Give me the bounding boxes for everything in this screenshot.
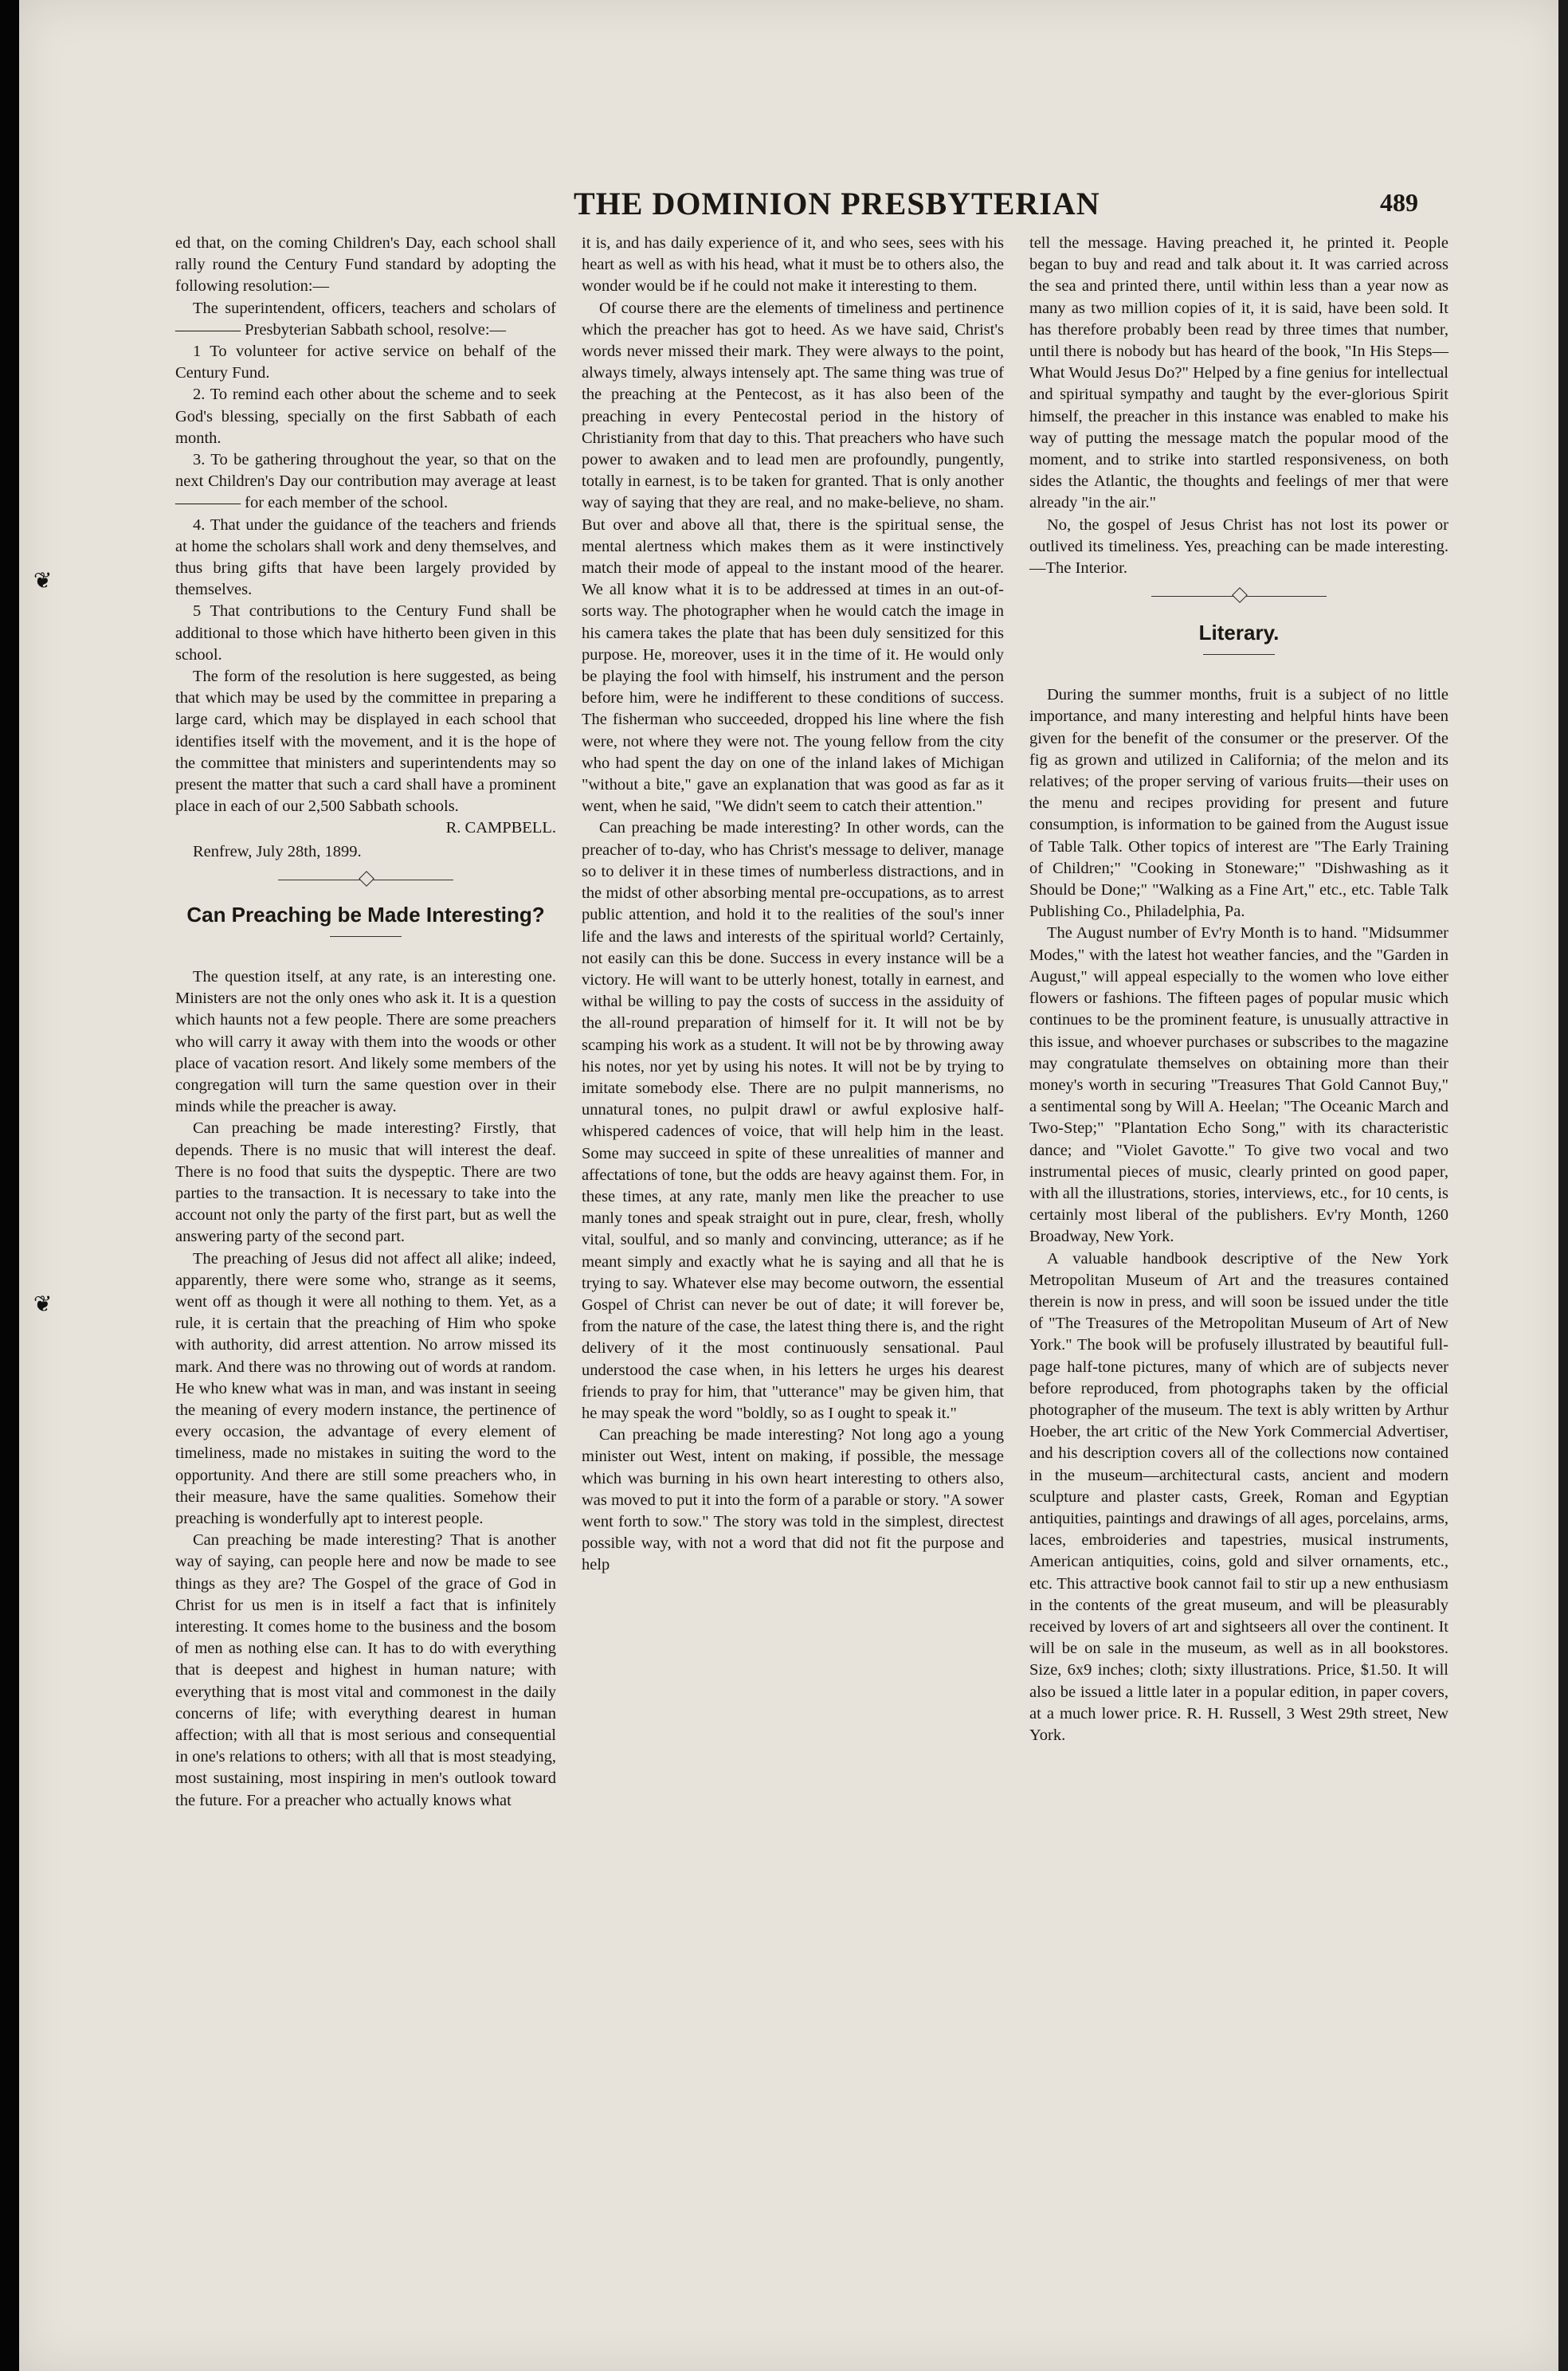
heading-rule	[1203, 651, 1275, 668]
paragraph: During the summer months, fruit is a subject of no little importance, and many interesting and helpful hints have been given for the benefit of the consumer or the preserver. Of the fig as grown and utilized in California; of the melon and its relatives; of the proper serving of various fruits—their uses on the menu and recipes providing for present and future consumption, is information to be gained from the August issue of Table Talk. Other topics of interest are "The Early Training of Children;" "Cooking in Stoneware;" "Dishwashing as it Should be Done;" "Walking as a Fine Art," etc., etc. Table Talk Publishing Co., Philadelphia, Pa.	[1029, 686, 1448, 921]
section-divider	[278, 871, 453, 888]
scan-left-edge	[0, 0, 19, 2371]
margin-ornament-icon: ❦	[33, 567, 53, 594]
article-heading: Can Preaching be Made Interesting?	[186, 902, 545, 927]
signature-line	[175, 817, 556, 839]
scan-right-edge	[1558, 0, 1568, 2371]
paragraph: No, the gospel of Jesus Christ has not lost its power or outlived its timeliness. Yes, preaching can be made interesting.—The Interior.	[1029, 515, 1448, 578]
heading-rule	[330, 933, 402, 950]
running-title: THE DOMINION PRESBYTERIAN	[574, 186, 1100, 221]
paragraph: Can preaching be made interesting? Firstly, that depends. There is no music that will interest the deaf. There is no food that suits the dyspeptic. There are two parties to the transaction. It is necessary to take into the account not only the party of the first part, but as well the answering party of the second part.	[175, 1119, 556, 1246]
section-divider	[1151, 587, 1327, 605]
paragraph: it is, and has daily experience of it, and who sees, sees with his heart as well as with his head, what it must be to others also, the wonder would be if he could not make it interesting to them.	[582, 234, 1004, 296]
paragraph: 1 To volunteer for active service on behalf of the Century Fund.	[175, 343, 556, 382]
paragraph: Can preaching be made interesting? That is another way of saying, can people here and now be made to see things as they are? The Gospel of the grace of God in Christ for us men is in itself a fact that is infinitely interesting. It comes home to the business and the bosom of men as nothing else can. It has to do with everything that is deepest and highest in human nature; with everything that is most vital and commonest in the daily concerns of life; with everything dearest in human affection; with all that is most serious and consequential in one's relations to others; with all that is most steadying, most sustaining, most inspiring in men's outlook toward the future. For a preacher who actually knows what	[175, 1531, 556, 1809]
paragraph: Can preaching be made interesting? Not long ago a young minister out West, intent on making, if possible, the message which was burning in his own heart interesting to others also, was moved to put it into the form of a parable or story. "A sower went forth to sow." The story was told in the simplest, directest possible way, with not a word that did not fit the purpose and help	[582, 1426, 1004, 1574]
margin-ornament-icon: ❦	[33, 1291, 53, 1317]
paragraph: 3. To be gathering throughout the year, so that on the next Children's Day our contribution may average at least ———— for each member of the school.	[175, 451, 556, 512]
paragraph: The preaching of Jesus did not affect all alike; indeed, apparently, there were some who, strange as it seems, went off as though it were all nothing to them. Yet, as a rule, it is certain that the preaching of Him who spoke with authority, did arrest attention. No arrow missed its mark. And there was no throwing out of words at random. He who knew what was in man, and was instant in seeing the meaning of every modern instance, the pertinence of every occasion, the advantage of every element of timeliness, made no mistakes in suiting the word to the opportunity. And there are still some preachers who, in their measure, have the same qualities. Somehow their preaching is wonderfully apt to interest people.	[175, 1249, 556, 1527]
paragraph: Of course there are the elements of timeliness and pertinence which the preacher has got to heed. As we have said, Christ's words never missed their mark. They were always to the point, always timely, always intensely apt. The same thing was true of the preaching at the Pentecost, as it has also been of the preaching in every Pentecostal period in the history of Christianity from that day to this. That preachers who have such power to awaken and to lead men are profoundly, pungently, totally in earnest, is to be taken for granted. That is only another way of saying that they are real, and no make-believe, no sham. But over and above all that, there is the spiritual sense, the mental alertness which makes them as it were instinctively match their mode of appeal to the instant mood of the hearer. We all know what it is to be addressed at times in an out-of-sorts way. The photographer when he would catch the image in his camera takes the plate that has been duly sensitized for this purpose. He, moreover, uses it in the time of it. He would only be playing the fool with himself, his instrument and the person before him, were he indifferent to these conditions of success. The fisherman who succeeded, dropped his line where the fish were, not where they were not. The young fellow from the city who had spent the day on one of the inland lakes of Michigan "without a bite," gave an explanation that was good as far as it went, when he said, "We didn't seem to catch their attention."	[582, 299, 1004, 816]
paragraph: The question itself, at any rate, is an interesting one. Ministers are not the only ones who ask it. It is a question which haunts not a few people. There are some preachers who will carry it away with them into the woods or other place of vacation resort. And likely some members of the congregation will turn the same question over in their minds while the preacher is away.	[175, 967, 556, 1116]
paragraph: ed that, on the coming Children's Day, each school shall rally round the Century Fund standard by adopting the following resolution:—	[175, 234, 556, 296]
section-heading: Literary.	[1198, 621, 1280, 645]
paragraph: The superintendent, officers, teachers and scholars of ———— Presbyterian Sabbath school, resolve:—	[175, 299, 556, 339]
column-2	[582, 233, 1004, 1577]
paragraph: 5 That contributions to the Century Fund shall be additional to those which have hitherto been given in this school.	[175, 602, 556, 664]
paragraph: tell the message. Having preached it, he printed it. People began to buy and read and talk about it. It was carried across the sea and printed there, until within less than a year now as many as two million copies of it, it is said, have been sold. It has therefore probably been read by three times that number, until there is nobody but has heard of the book, "In His Steps—What Would Jesus Do?" Helped by a fine genius for intellectual and spiritual sympathy and taught by the ever-glorious Spirit himself, the preacher in this instance was enabled to make his way of putting the message match the popular mood of the moment, and to strike into startled responsiveness, on both sides the Atlantic, the thoughts and feelings of mer that were already "in the air."	[1029, 234, 1448, 512]
paragraph: Can preaching be made interesting? In other words, can the preacher of to-day, who has Christ's message to deliver, manage so to deliver it in these times of numberless distractions, and in the midst of other absorbing mental pre-occupations, as to arrest public attention, and hold it to the realities of the soul's inner life and the laws and interests of the spiritual world? Certainly, not easily can this be done. Success in every instance will be a victory. He will want to be utterly honest, totally in earnest, and withal be willing to pay the costs of success in the assiduity of the all-round preparation of himself for it. It will not be by scamping his work as a student. It will not be by throwing away his notes, nor yet by using his notes. It will not be by trying to imitate somebody else. There are no pulpit mannerisms, no unnatural tones, no pulpit drawl or awful explosive half-whispered cadences of voice, that will help him in the least. Some may succeed in spite of these unrealities of manner and affectations of tone, but the odds are heavy against them. For, in these times, at any rate, manly men like the preacher to use manly tones and speak straight out in pure, clear, fresh, wholly vital, soulful, and so manly and convincing, utterance; as if he meant simply and exactly what he is saying and all that he is trying to say. Whatever else may become outworn, the essential Gospel of Christ can never be out of date; it will forever be, from the nature of the case, the latest thing there is, and the right delivery of it the most continuously sensational. Paul understood the case when, in his letters he urges his dearest friends to pray for him, that "utterance" may be given him, that he may speak the word "boldly, so as I ought to speak it."	[582, 819, 1004, 1422]
page-number: 489	[1380, 188, 1418, 217]
paragraph: A valuable handbook descriptive of the New York Metropolitan Museum of Art and the treasures contained therein is now in press, and will soon be issued under the title of "The Treasures of the Metropolitan Museum of Art of New York." The book will be profusely illustrated by beautiful full-page half-tone pictures, many of which are of subjects never before reproduced, from photographs taken by the official photographer of the museum. The text is ably written by Arthur Hoeber, the art critic of the New York Commercial Advertiser, and his description covers all of the collections now contained in the museum—architectural casts, ancient and modern sculpture and plaster casts, Greek, Roman and Egyptian antiquities, paintings and drawings of all ages, porcelains, arms, laces, embroideries and tapestries, musical instruments, American antiquities, coins, gold and silver ornaments, etc., etc. This attractive book cannot fail to stir up a new enthusiasm in the contents of the great museum, and will be pleasurably received by lovers of art and sightseers all over the continent. It will be on sale in the museum, as well as in all bookstores. Size, 6x9 inches; cloth; sixty illustrations. Price, $1.50. It will also be issued a little later in a popular edition, in paper covers, at a much lower price. R. H. Russell, 3 West 29th street, New York.	[1029, 1249, 1448, 1744]
column-3	[1029, 233, 1448, 1746]
paragraph: The August number of Ev'ry Month is to hand. "Midsummer Modes," with the latest hot weather fancies, and the "Garden in August," will appeal especially to the women who love either flowers or fashions. The fifteen pages of popular music which continues to be the prominent feature, is unusually attractive in this issue, and whoever purchases or subscribes to the magazine may congratulate themselves on obtaining more than their money's worth in securing "Treasures That Gold Cannot Buy," a sentimental song by Will A. Heelan; "The Oceanic March and Two-Step;" "Plantation Echo Song," with its characteristic dance; and "Violet Gavotte." To give two vocal and two instrumental pieces of music, clearly printed on good paper, with all the illustrations, stories, interviews, etc., for 10 cents, is certainly most liberal of the publishers. Ev'ry Month, 1260 Broadway, New York.	[1029, 924, 1448, 1246]
paragraph: 2. To remind each other about the scheme and to seek God's blessing, specially on the first Sabbath of each month.	[175, 386, 556, 447]
paragraph: The form of the resolution is here suggested, as being that which may be used by the committee in preparing a large card, which may be displayed in each school that identifies itself with the movement, and it is the hope of the committee that ministers and superintendents may so present the matter that such a card shall have a prominent place in each of our 2,500 Sabbath schools.	[175, 668, 556, 816]
dateline: Renfrew, July 28th, 1899.	[193, 842, 362, 860]
paragraph: 4. That under the guidance of the teachers and friends at home the scholars shall work and deny themselves, and thus bring gifts that have been largely provided by themselves.	[175, 515, 556, 599]
column-1	[175, 233, 556, 1812]
page-header	[574, 185, 1418, 233]
signature: R. CAMPBELL.	[445, 819, 556, 837]
